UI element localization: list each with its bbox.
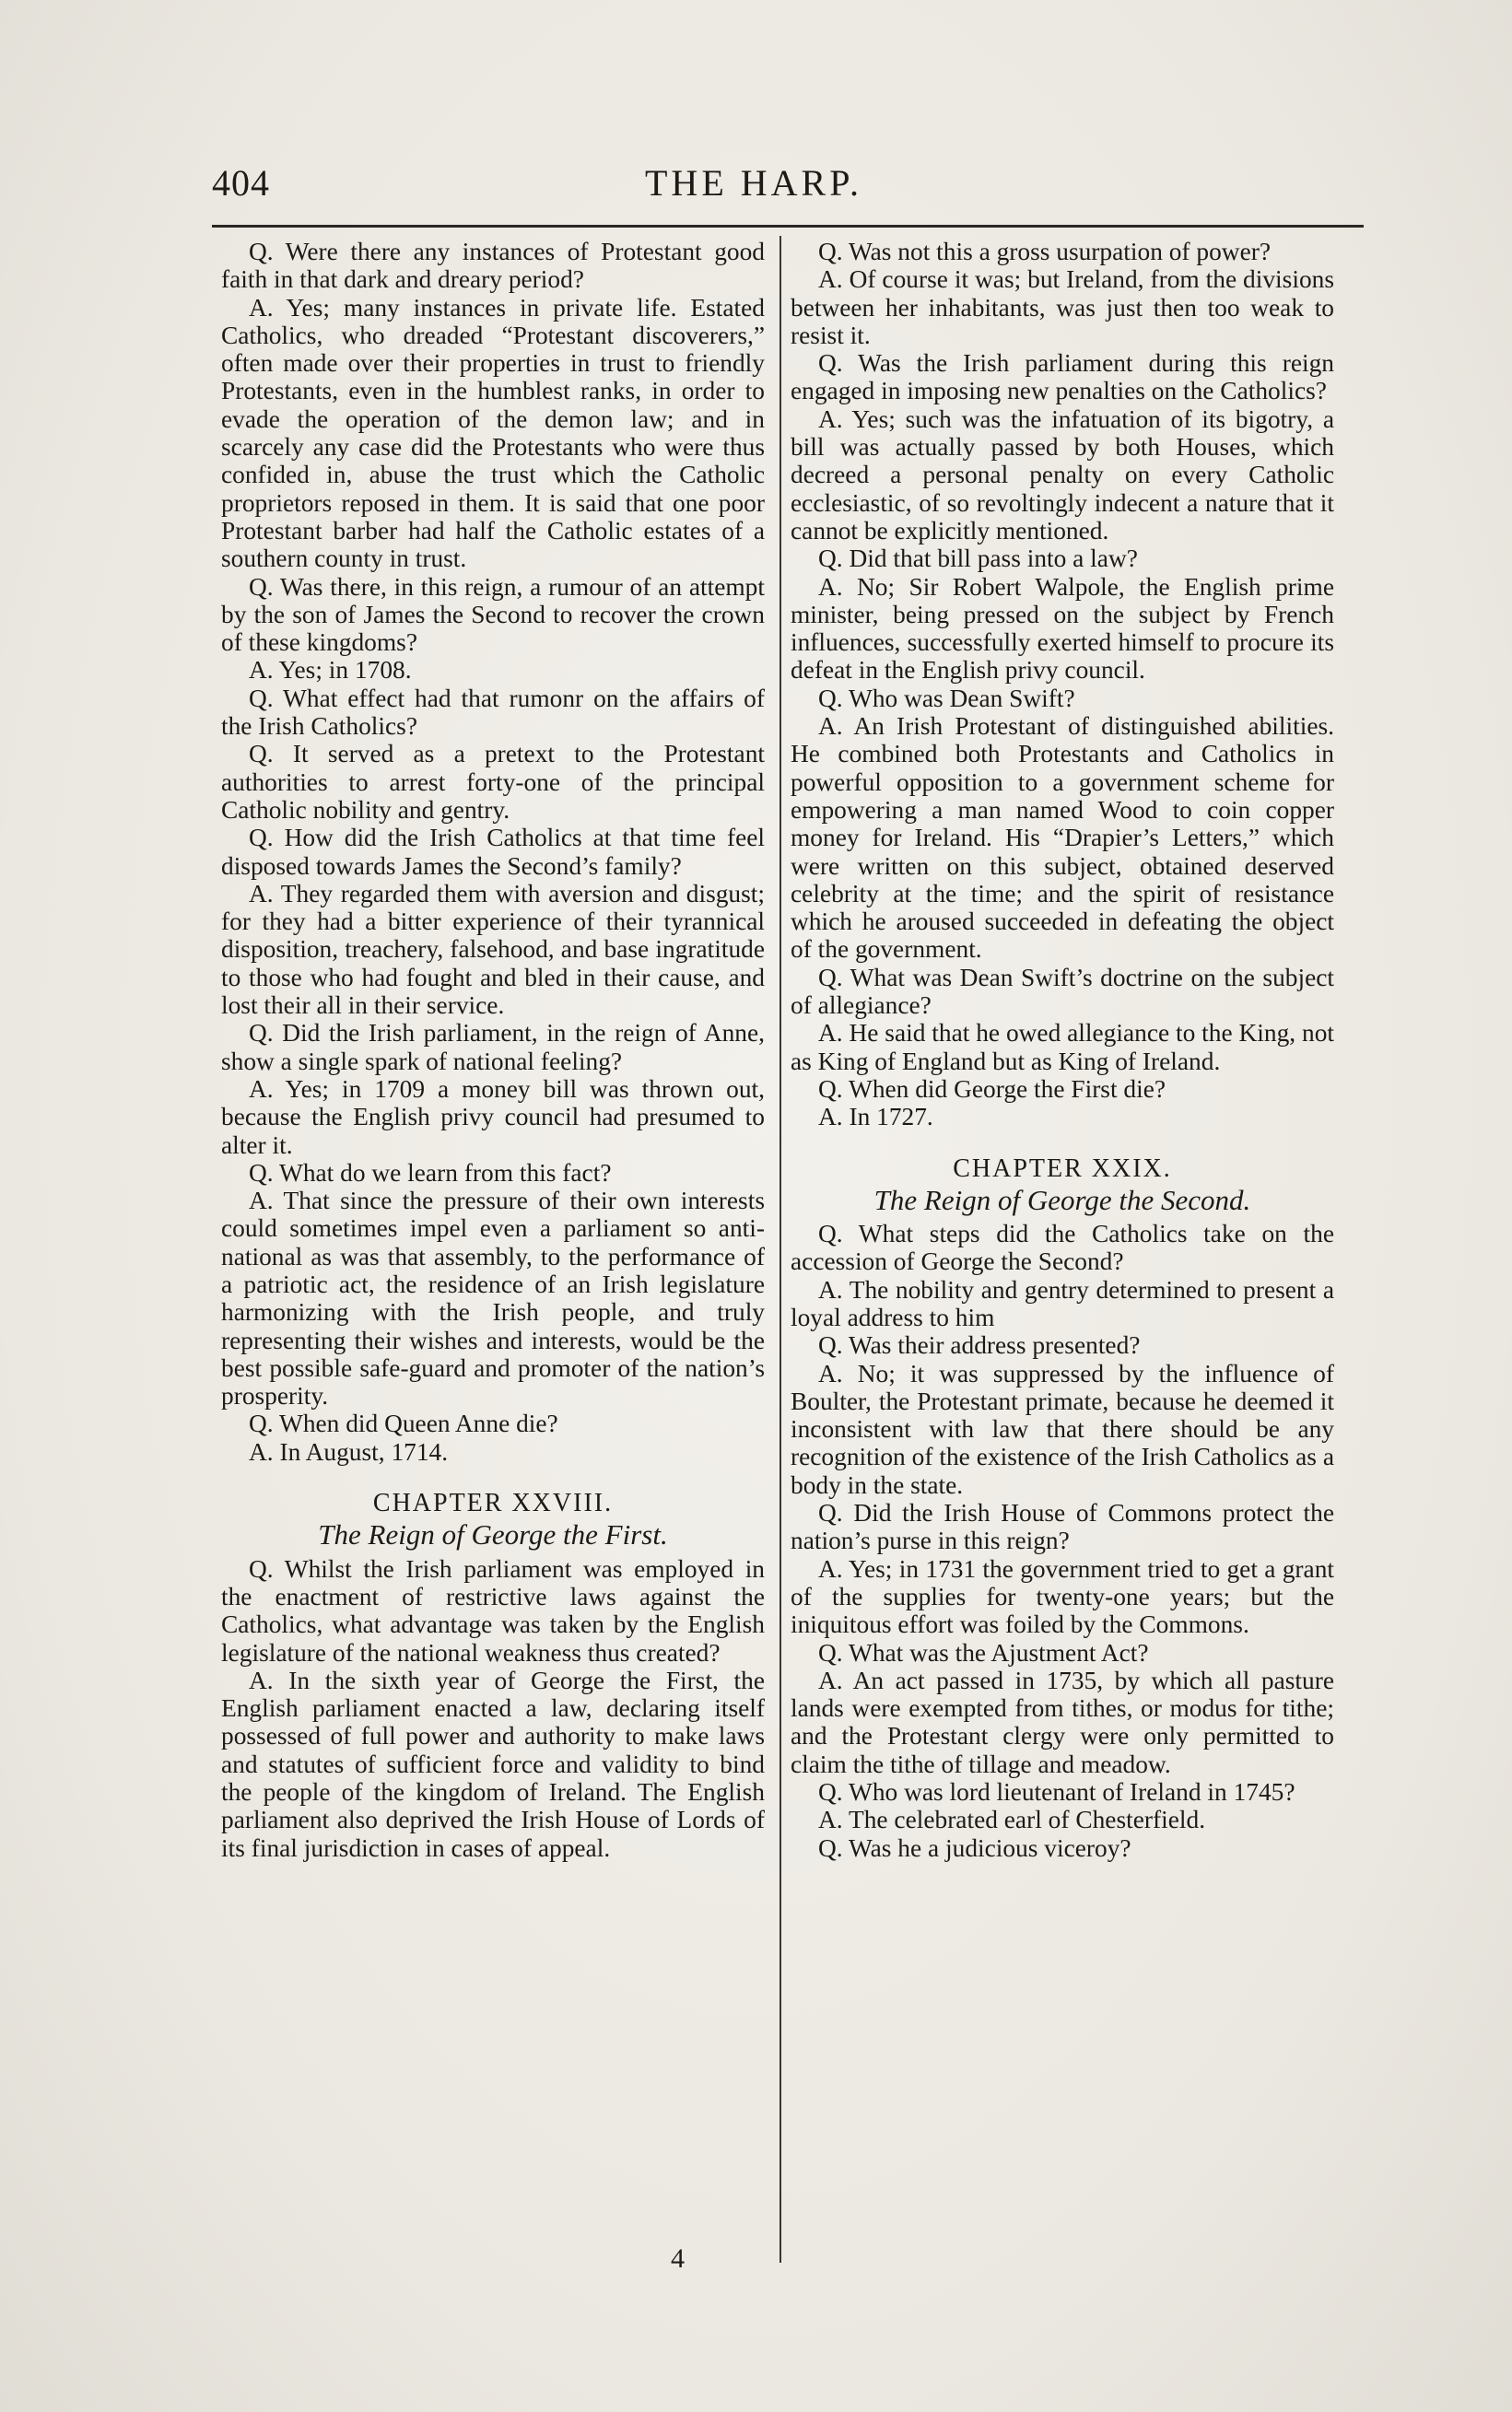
page-number: 404 (212, 162, 270, 204)
running-title: THE HARP. (645, 162, 863, 204)
paragraph: Q. It served as a pretext to the Protestant authorities to arrest forty-one of the principal Catholic nobility and gentry. (221, 740, 765, 824)
paragraph: Q. Who was lord lieutenant of Ireland in 1745? (818, 1778, 1295, 1807)
paragraph: Q. What was Dean Swift’s doctrine on the subject of allegiance? (791, 963, 1334, 1020)
paragraph: A. An Irish Protestant of distinguished abilities. He combined both Protestants and Catholics in powerful opposition to a government scheme for empowering a man named Wood to coin copper money for Ireland. His “Drapier’s Letters,” which were written on this subject, obtained deserved celebrity at the time; and the spirit of resistance which he aroused succeeded in defeating the object of the government. (791, 712, 1334, 964)
paragraph: A. Yes; many instances in private life. Estated Catholics, who dreaded “Protestant discoverers,” often made over their properties in trust to friendly Protestants, even in the humblest ranks, in order to evade the operation of the demon law; and in scarcely any case did the Protestants who were thus confided in, abuse the trust which the Catholic proprietors reposed in them. It is said that one poor Protestant barber had half the Catholic estates of a southern county in trust. (221, 293, 765, 573)
paragraph: A. That since the pressure of their own interests could sometimes impel even a parliament so anti-national as was that assembly, to the performance of a patriotic act, the residence of an Irish legislature harmonizing with the Irish people, and truly representing their wishes and interests, would be the best possible safe-guard and promoter of the nation’s prosperity. (221, 1187, 765, 1411)
paragraph: A. They regarded them with aversion and disgust; for they had a bitter experience of their tyrannical disposition, treachery, falsehood, and base ingratitude to those who had fought and bled in their cause, and lost their all in their service. (221, 879, 765, 1020)
paragraph: A. In the sixth year of George the First, the English parliament enacted a law, declaring itself possessed of full power and authority to make laws and statutes of sufficient force and validity to bind the people of the kingdom of Ireland. The English parliament also deprived the Irish House of Lords of its final jurisdiction in cases of appeal. (221, 1666, 765, 1862)
paragraph: Q. Whilst the Irish parliament was employed in the enactment of restrictive laws against the Catholics, what advantage was taken by the English legislature of the national weakness thus created? (221, 1554, 765, 1667)
paragraph: Q. Was he a judicious viceroy? (818, 1833, 1131, 1862)
paragraph: Q. Did the Irish House of Commons protect the nation’s purse in this reign? (791, 1499, 1334, 1555)
paragraph: Q. Was there, in this reign, a rumour of an attempt by the son of James the Second to recover the crown of these kingdoms? (221, 572, 765, 657)
left-column (221, 238, 765, 1862)
paragraph: A. The nobility and gentry determined to present a loyal address to him (791, 1275, 1334, 1331)
paragraph: A. An act passed in 1735, by which all pasture lands were exempted from tithes, or modus for tithe; and the Protestant clergy were only permitted to claim the tithe of tillage and meadow. (791, 1666, 1334, 1778)
paragraph: A. No; Sir Robert Walpole, the English prime minister, being pressed on the subject by French influences, successfully exerted himself to procure its defeat in the English privy council. (791, 572, 1334, 685)
chapter-heading: CHAPTER XXVIII. (372, 1489, 614, 1518)
folio-mark: 4 (671, 2243, 685, 2274)
page-header (212, 161, 1281, 217)
paragraph: Q. Did that bill pass into a law? (818, 544, 1138, 573)
right-column (791, 238, 1334, 1862)
paragraph: Q. What was the Ajustment Act? (818, 1638, 1149, 1667)
paragraph: Q. What do we learn from this fact? (249, 1158, 612, 1187)
paragraph: A. In August, 1714. (249, 1437, 449, 1466)
paragraph: Q. Did the Irish parliament, in the reign of Anne, show a single spark of national feeling? (221, 1019, 765, 1075)
paragraph: A. Yes; such was the infatuation of its bigotry, a bill was actually passed by both Houses, which decreed a personal penalty on every Catholic ecclesiastic, of so revoltingly indecent a nature that it cannot be explicitly mentioned. (791, 404, 1334, 544)
paragraph: A. He said that he owed allegiance to the King, not as King of England but as King of Ireland. (791, 1019, 1334, 1075)
paragraph: Q. Who was Dean Swift? (818, 684, 1075, 712)
paragraph: Q. Was the Irish parliament during this reign engaged in imposing new penalties on the Catholics? (791, 349, 1334, 405)
chapter-subtitle: The Reign of George the Second. (873, 1183, 1251, 1216)
paragraph: Q. Were there any instances of Protestant good faith in that dark and dreary period? (221, 238, 765, 294)
paragraph: A. Yes; in 1731 the government tried to get a grant of the supplies for twenty-one years; but the iniquitous effort was foiled by the Commons. (791, 1554, 1334, 1639)
paragraph: Q. Was their address presented? (818, 1331, 1141, 1360)
paragraph: Q. Was not this a gross usurpation of power? (818, 238, 1272, 265)
paragraph: A. Yes; in 1708. (249, 656, 412, 685)
paragraph: Q. What effect had that rumonr on the affairs of the Irish Catholics? (221, 684, 765, 741)
paragraph: A. In 1727. (818, 1103, 933, 1131)
chapter-subtitle: The Reign of George the First. (318, 1518, 668, 1551)
paragraph: A. The celebrated earl of Chesterfield. (818, 1806, 1206, 1834)
paragraph: Q. When did Queen Anne die? (249, 1410, 558, 1438)
paragraph: A. No; it was suppressed by the influence of Boulter, the Protestant primate, because he deemed it inconsistent with law that there should be any recognition of the existence of the Irish Catholics as a body in the state. (791, 1359, 1334, 1499)
chapter-heading: CHAPTER XXIX. (953, 1153, 1172, 1183)
paragraph: A. Of course it was; but Ireland, from the divisions between her inhabitants, was just then too weak to resist it. (791, 265, 1334, 349)
header-rule (212, 225, 1364, 228)
paragraph: A. Yes; in 1709 a money bill was thrown out, because the English privy council had presumed to alter it. (221, 1074, 765, 1159)
column-divider (779, 236, 781, 2263)
paragraph: Q. When did George the First die? (818, 1074, 1166, 1103)
paragraph: Q. How did the Irish Catholics at that time feel disposed towards James the Second’s family? (221, 824, 765, 880)
paragraph: Q. What steps did the Catholics take on the accession of George the Second? (791, 1220, 1334, 1276)
